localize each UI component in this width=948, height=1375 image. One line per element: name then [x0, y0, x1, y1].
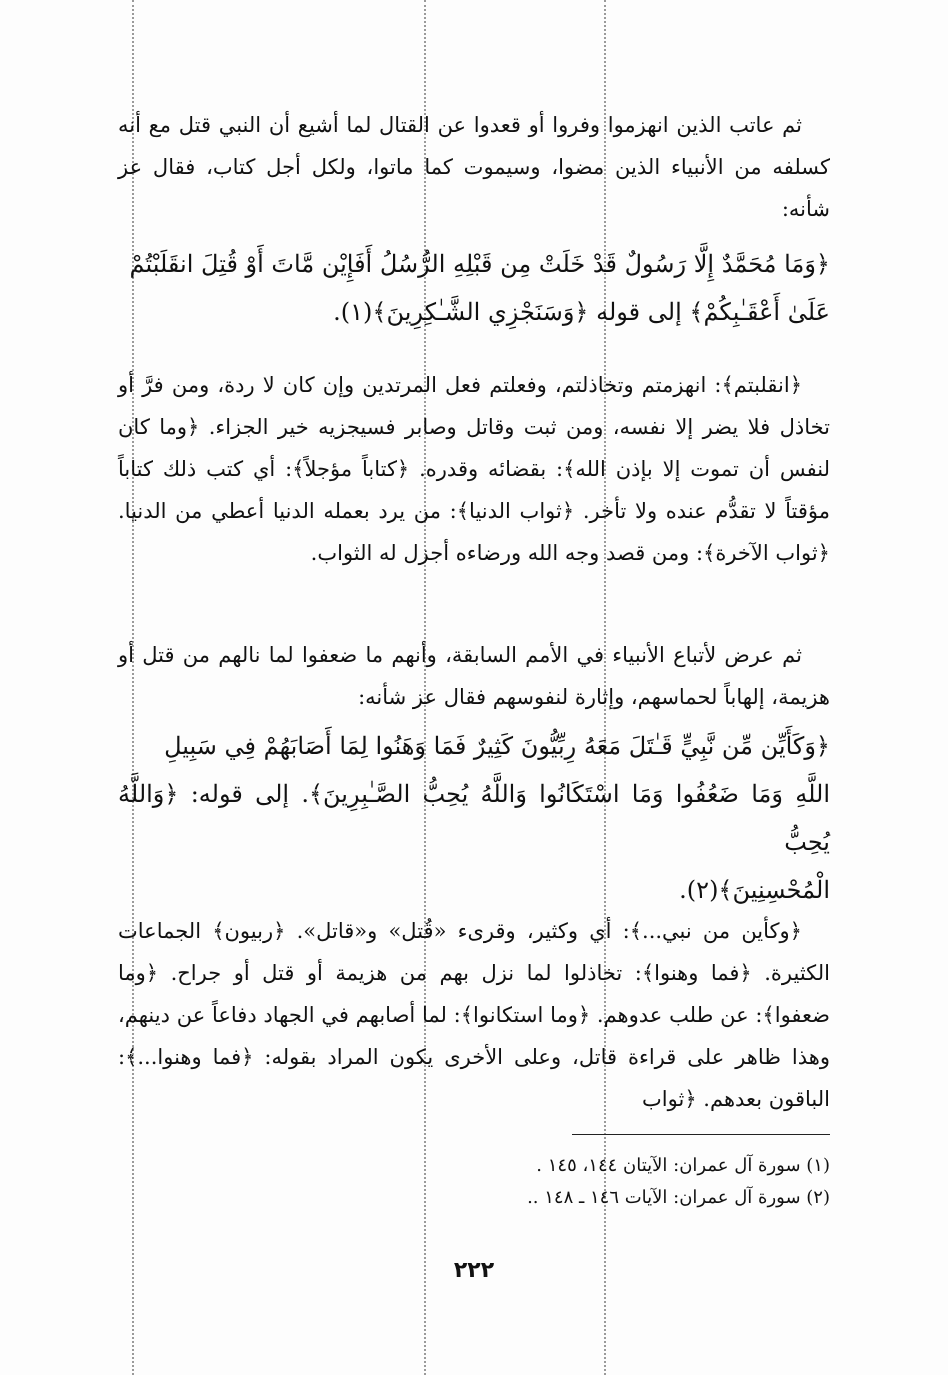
paragraph-explanation: ﴿وكأين من نبي...﴾: أي وكثير، وقرىء «قُتل» و«قاتل». ﴿ربيون﴾ الجماعات الكثيرة. ﴿فما وهنوا﴾: تخاذلوا لما نزل بهم من هزيمة أو قتل أو جراح. ﴿وما ضعفوا﴾: عن طلب عدوهم. ﴿وما استكانوا﴾: لما أصابهم في الجهاد دفاعاً عن دينهم، وهذا ظاهر على قراءة قاتل، وعلى الأخرى يكون المراد بقوله: ﴿فما وهنوا...﴾: الباقون بعدهم. ﴿ثواب: [118, 919, 830, 1111]
text-block-4: [118, 910, 830, 1120]
text-block-3: [118, 634, 830, 718]
footnote: (٢) سورة آل عمران: الآيات ١٤٦ ـ ١٤٨ ..: [527, 1187, 830, 1208]
paragraph-commentary: ﴿انقلبتم﴾: انهزمتم وتخاذلتم، وفعلتم فعل المرتدين وإن كان لا ردة، ومن فرَّ أو تخاذل فلا يضر إلا نفسه، ومن ثبت وقاتل وصابر فسيجزيه خير الجزاء. ﴿وما كان لنفس أن تموت إلا بإذن الله﴾: بقضائه وقدره. ﴿كتاباً مؤجلاً﴾: أي كتب ذلك كتاباً مؤقتاً لا تقدُّم عنده ولا تأخر. ﴿ثواب الدنيا﴾: من يرد بعمله الدنيا أعطي من الدنيا. ﴿ثواب الآخرة﴾: ومن قصد وجه الله ورضاءه أجزل له الثواب.: [118, 373, 830, 565]
quran-verse-2: [118, 722, 830, 914]
text-block-2: [118, 364, 830, 574]
text-block-1: [118, 104, 830, 230]
paragraph-intro: ثم عاتب الذين انهزموا وفروا أو قعدوا عن القتال لما أشيع أن النبي قتل مع أنه كسلفه من الأنبياء الذين مضوا، وسيموت كما ماتوا، ولكل أجل كتاب، فقال عز شأنه:: [118, 113, 830, 221]
footnotes: [118, 1150, 830, 1214]
verse-line: ﴿وَكَأَيِّن مِّن نَّبِيٍّ قَـٰتَلَ مَعَهُ رِبِّيُّونَ كَثِيرٌ فَمَا وَهَنُوا لِمَا أَصَابَهُمْ فِي سَبِيلِ: [164, 732, 830, 760]
footnote: (١) سورة آل عمران: الآيتان ١٤٤، ١٤٥ .: [536, 1155, 830, 1176]
verse-line: عَلَىٰ أَعْقَـٰبِكُمْ﴾ إلى قوله ﴿وَسَنَجْزِي الشَّـٰكِرِينَ﴾(١).: [333, 298, 830, 326]
paragraph-followers: ثم عرض لأتباع الأنبياء في الأمم السابقة، وأنهم ما ضعفوا لما نالهم من قتل أو هزيمة، إلهاباً لحماسهم، وإثارة لنفوسهم فقال عز شأنه:: [118, 643, 830, 709]
verse-line: اللَّهِ وَمَا ضَعُفُوا وَمَا اسْتَكَانُوا وَاللَّهُ يُحِبُّ الصَّـٰبِرِينَ﴾. إلى قوله: ﴿وَاللَّهُ يُحِبُّ: [118, 780, 830, 856]
quran-verse-1: [118, 240, 830, 336]
verse-line: الْمُحْسِنِينَ﴾(٢).: [679, 876, 830, 904]
footnote-separator: [572, 1134, 830, 1135]
verse-line: ﴿وَمَا مُحَمَّدٌ إِلَّا رَسُولٌ قَدْ خَلَتْ مِن قَبْلِهِ الرُّسُلُ أَفَإِيْن مَّاتَ أَوْ قُتِلَ انقَلَبْتُمْ: [129, 250, 830, 278]
page-number: ٢٢٢: [453, 1258, 495, 1283]
